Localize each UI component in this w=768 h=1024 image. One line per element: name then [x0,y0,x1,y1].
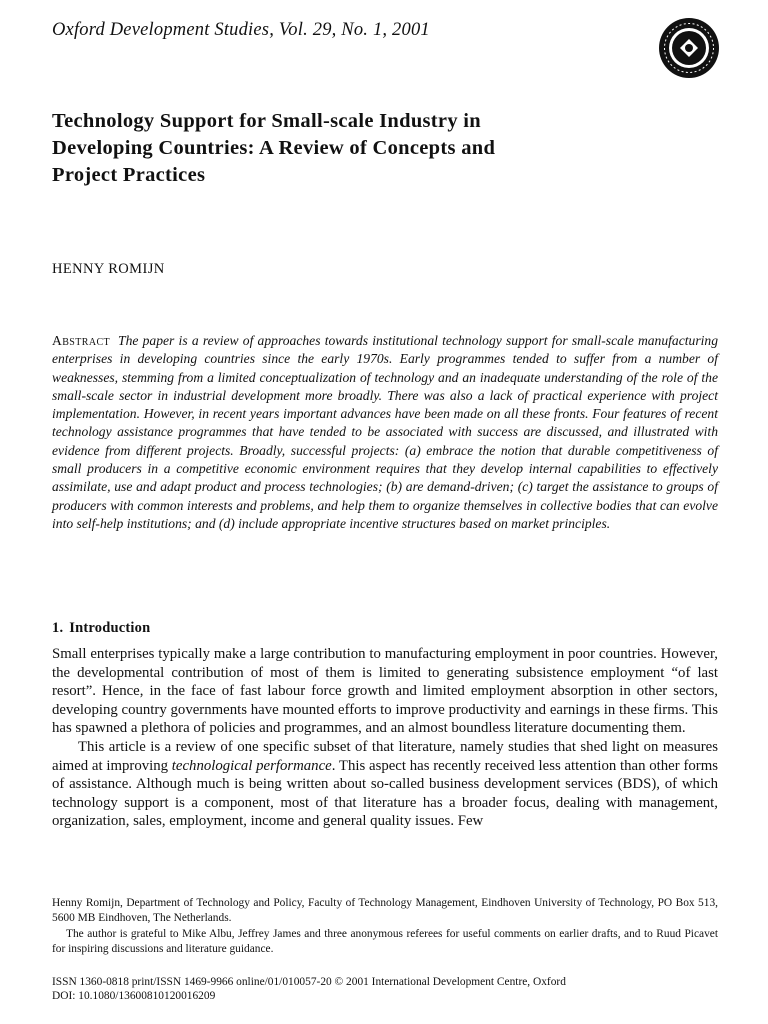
issn-line: ISSN 1360-0818 print/ISSN 1469-9966 online/01/010057-20 © 2001 International Development Centre, Oxford [52,976,566,988]
paragraph-2-end: . This aspect has recently received less attention than other forms of assistance. Although much is being written about so-called business development services (BDS), of which technology support is a component, most of that literature has a broader focus, dealing with management, organization, sales, employment, income and general quality issues. Few [52,757,718,830]
abstract-label: Abstract [52,333,111,348]
footnotes [52,896,718,958]
author-affiliation: Henny Romijn, Department of Technology and Policy, Faculty of Technology Management, Eindhoven University of Technology, PO Box 513, 5600 MB Eindhoven, The Netherlands. [52,897,718,925]
abstract-text: The paper is a review of approaches towards institutional technology support for small-scale manufacturing enterprises in developing countries since the early 1970s. Early programmes tended to suffer from a number of weaknesses, stemming from a limited conceptualization of technology and an inadequate understanding of the role of the small-scale sector in industrial development more broadly. There was also a lack of practical experience with project implementation. However, in recent years important advances have been made on all these fronts. Four features of recent technology assistance programmes that have tended to be associated with success are discussed, and illustrated with evidence from different projects. Broadly, successful projects: (a) embrace the notion that durable competitiveness of small producers in a competitive economic environment requires that they develop internal capabilities to effectively assimilate, use and adapt product and process technologies; (b) are demand-driven; (c) target the assistance to groups of producers with common interests and problems, and help them to organize themselves in collective bodies that can evolve into self-help institutions; and (d) include appropriate incentive structures based on market principles. [52,333,718,531]
section-title: Introduction [69,620,151,636]
title-line-2: Developing Countries: A Review of Concepts and [52,137,496,159]
paragraph-2-start: This article is a review of one specific subset of that literature, namely studies that shed light on measures aimed at improving [52,738,718,774]
author-name: HENNY ROMIJN [52,261,165,277]
body-paragraph-1: Small enterprises typically make a large contribution to manufacturing employment in poor countries. However, the developmental contribution of most of them is limited to generating subsistence employment “of last resort”. Hence, in the face of fast labour force growth and limited employment absorption in other sectors, developing country governments have mounted efforts to improve productivity and earnings in these firms. This has spawned a plethora of policies and programmes, and an almost boundless literature documenting them. [52,646,718,737]
abstract [52,332,718,533]
body-text [52,645,718,831]
article-title [52,108,692,189]
issn-block [52,975,718,1003]
running-head: Oxford Development Studies, Vol. 29, No. 1, 2001 [52,20,430,40]
body-paragraph-2 [52,738,718,831]
section-heading [52,620,150,637]
doi-line: DOI: 10.1080/13600810120016209 [52,990,216,1002]
carfax-publishing-seal-icon [658,17,720,79]
acknowledgement: The author is grateful to Mike Albu, Jeffrey James and three anonymous referees for useful comments on earlier drafts, and to Ruud Picavet for inspiring discussions and literature guidance. [52,927,718,956]
title-line-3: Project Practices [52,164,206,186]
paragraph-2-emphasis: technological performance [171,757,332,774]
section-number: 1. [52,620,64,636]
title-line-1: Technology Support for Small-scale Industry in [52,110,481,132]
